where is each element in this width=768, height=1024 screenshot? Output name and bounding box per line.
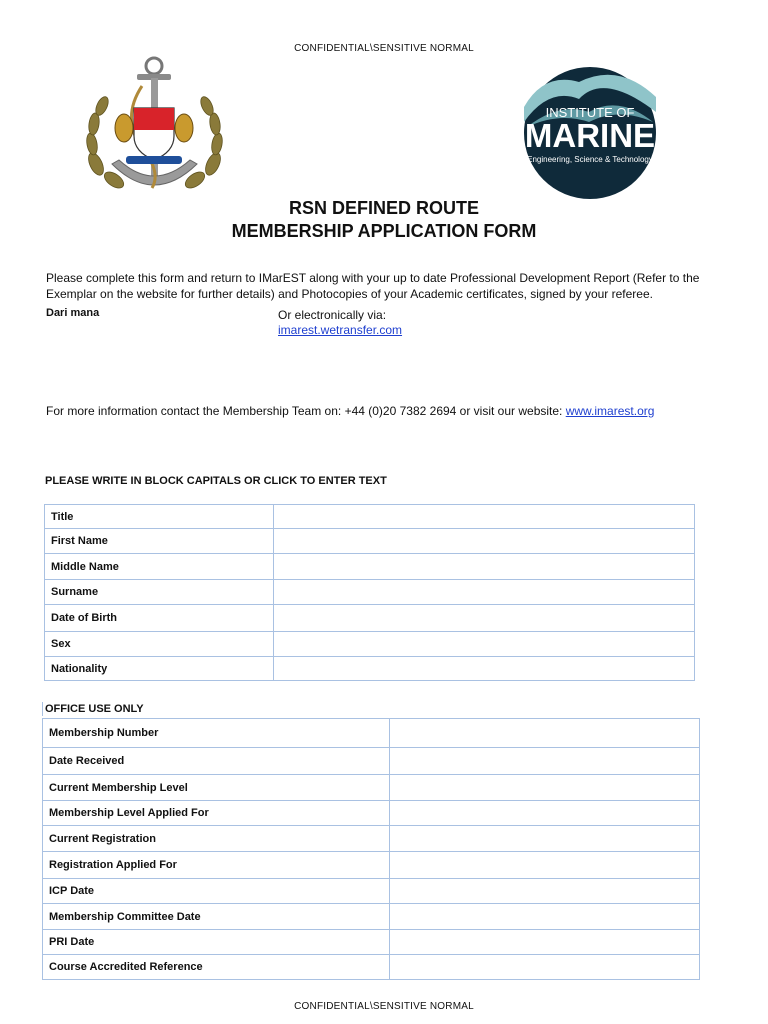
field-label: Title [45, 505, 274, 529]
field-input-cell[interactable] [390, 904, 700, 930]
field-label: Sex [45, 632, 274, 657]
office-use-table [42, 718, 700, 980]
intro-paragraph: Please complete this form and return to IMarEST along with your up to date Professional Development Report (Refer to the Exemplar on the website for further details) and Photocopies of your Academic certificates, signed by your referee. [46, 271, 700, 301]
table-row [43, 904, 700, 930]
table-row [45, 505, 695, 529]
logo-line1: INSTITUTE OF [545, 105, 635, 120]
wetransfer-link[interactable]: imarest.wetransfer.com [278, 323, 403, 337]
table-row [43, 930, 700, 955]
field-label: Registration Applied For [43, 852, 390, 879]
office-heading-rule [42, 702, 43, 716]
field-label: Current Membership Level [43, 775, 390, 801]
office-use-heading: OFFICE USE ONLY [45, 703, 144, 715]
block-capitals-heading: PLEASE WRITE IN BLOCK CAPITALS OR CLICK TO ENTER TEXT [45, 475, 387, 487]
field-input-cell[interactable] [390, 748, 700, 775]
footer-confidentiality: CONFIDENTIAL\SENSITIVE NORMAL [294, 1001, 474, 1012]
form-title-line2: MEMBERSHIP APPLICATION FORM [231, 221, 537, 241]
rsn-crest-anchor-icon [82, 56, 227, 201]
field-input-cell[interactable] [390, 930, 700, 955]
table-row [43, 775, 700, 801]
field-label: Membership Number [43, 719, 390, 748]
table-row [43, 719, 700, 748]
field-input-cell[interactable] [274, 580, 695, 605]
field-input-cell[interactable] [274, 632, 695, 657]
logo-line3: Engineering, Science & Technology [527, 155, 653, 164]
table-row [45, 554, 695, 580]
table-row [45, 605, 695, 632]
field-input-cell[interactable] [274, 554, 695, 580]
electronic-label: Or electronically via: [278, 308, 387, 322]
field-label: Date of Birth [45, 605, 274, 632]
table-row [45, 529, 695, 554]
field-input-cell[interactable] [390, 852, 700, 879]
field-label: ICP Date [43, 879, 390, 904]
field-input-cell[interactable] [274, 505, 695, 529]
logo-line2: MARINE [524, 117, 656, 154]
field-input-cell[interactable] [390, 801, 700, 826]
table-row [43, 955, 700, 980]
field-label: Middle Name [45, 554, 274, 580]
field-label: Membership Committee Date [43, 904, 390, 930]
field-input-cell[interactable] [390, 955, 700, 980]
field-input-cell[interactable] [274, 529, 695, 554]
institute-of-marine-logo [519, 67, 661, 200]
table-row [45, 632, 695, 657]
field-label: Surname [45, 580, 274, 605]
field-label: PRI Date [43, 930, 390, 955]
table-row [45, 580, 695, 605]
field-input-cell[interactable] [390, 719, 700, 748]
contact-line [46, 403, 746, 419]
form-title-line1: RSN DEFINED ROUTE [288, 198, 479, 218]
table-row [43, 852, 700, 879]
personal-details-table [44, 504, 695, 681]
website-link[interactable]: www.imarest.org [565, 404, 655, 418]
table-row [43, 801, 700, 826]
field-label: Date Received [43, 748, 390, 775]
field-label: Course Accredited Reference [43, 955, 390, 980]
field-input-cell[interactable] [390, 826, 700, 852]
contact-text: For more information contact the Membership Team on: +44 (0)20 7382 2694 or visit our website: [46, 404, 566, 418]
field-input-cell[interactable] [274, 657, 695, 681]
table-row [43, 879, 700, 904]
field-input-cell[interactable] [390, 775, 700, 801]
table-row [43, 826, 700, 852]
field-label: Membership Level Applied For [43, 801, 390, 826]
header-confidentiality: CONFIDENTIAL\SENSITIVE NORMAL [294, 43, 474, 54]
field-label: Current Registration [43, 826, 390, 852]
table-row [45, 657, 695, 681]
field-input-cell[interactable] [390, 879, 700, 904]
field-input-cell[interactable] [274, 605, 695, 632]
dari-mana-label: Dari mana [46, 307, 100, 319]
field-label: First Name [45, 529, 274, 554]
table-row [43, 748, 700, 775]
field-label: Nationality [45, 657, 274, 681]
